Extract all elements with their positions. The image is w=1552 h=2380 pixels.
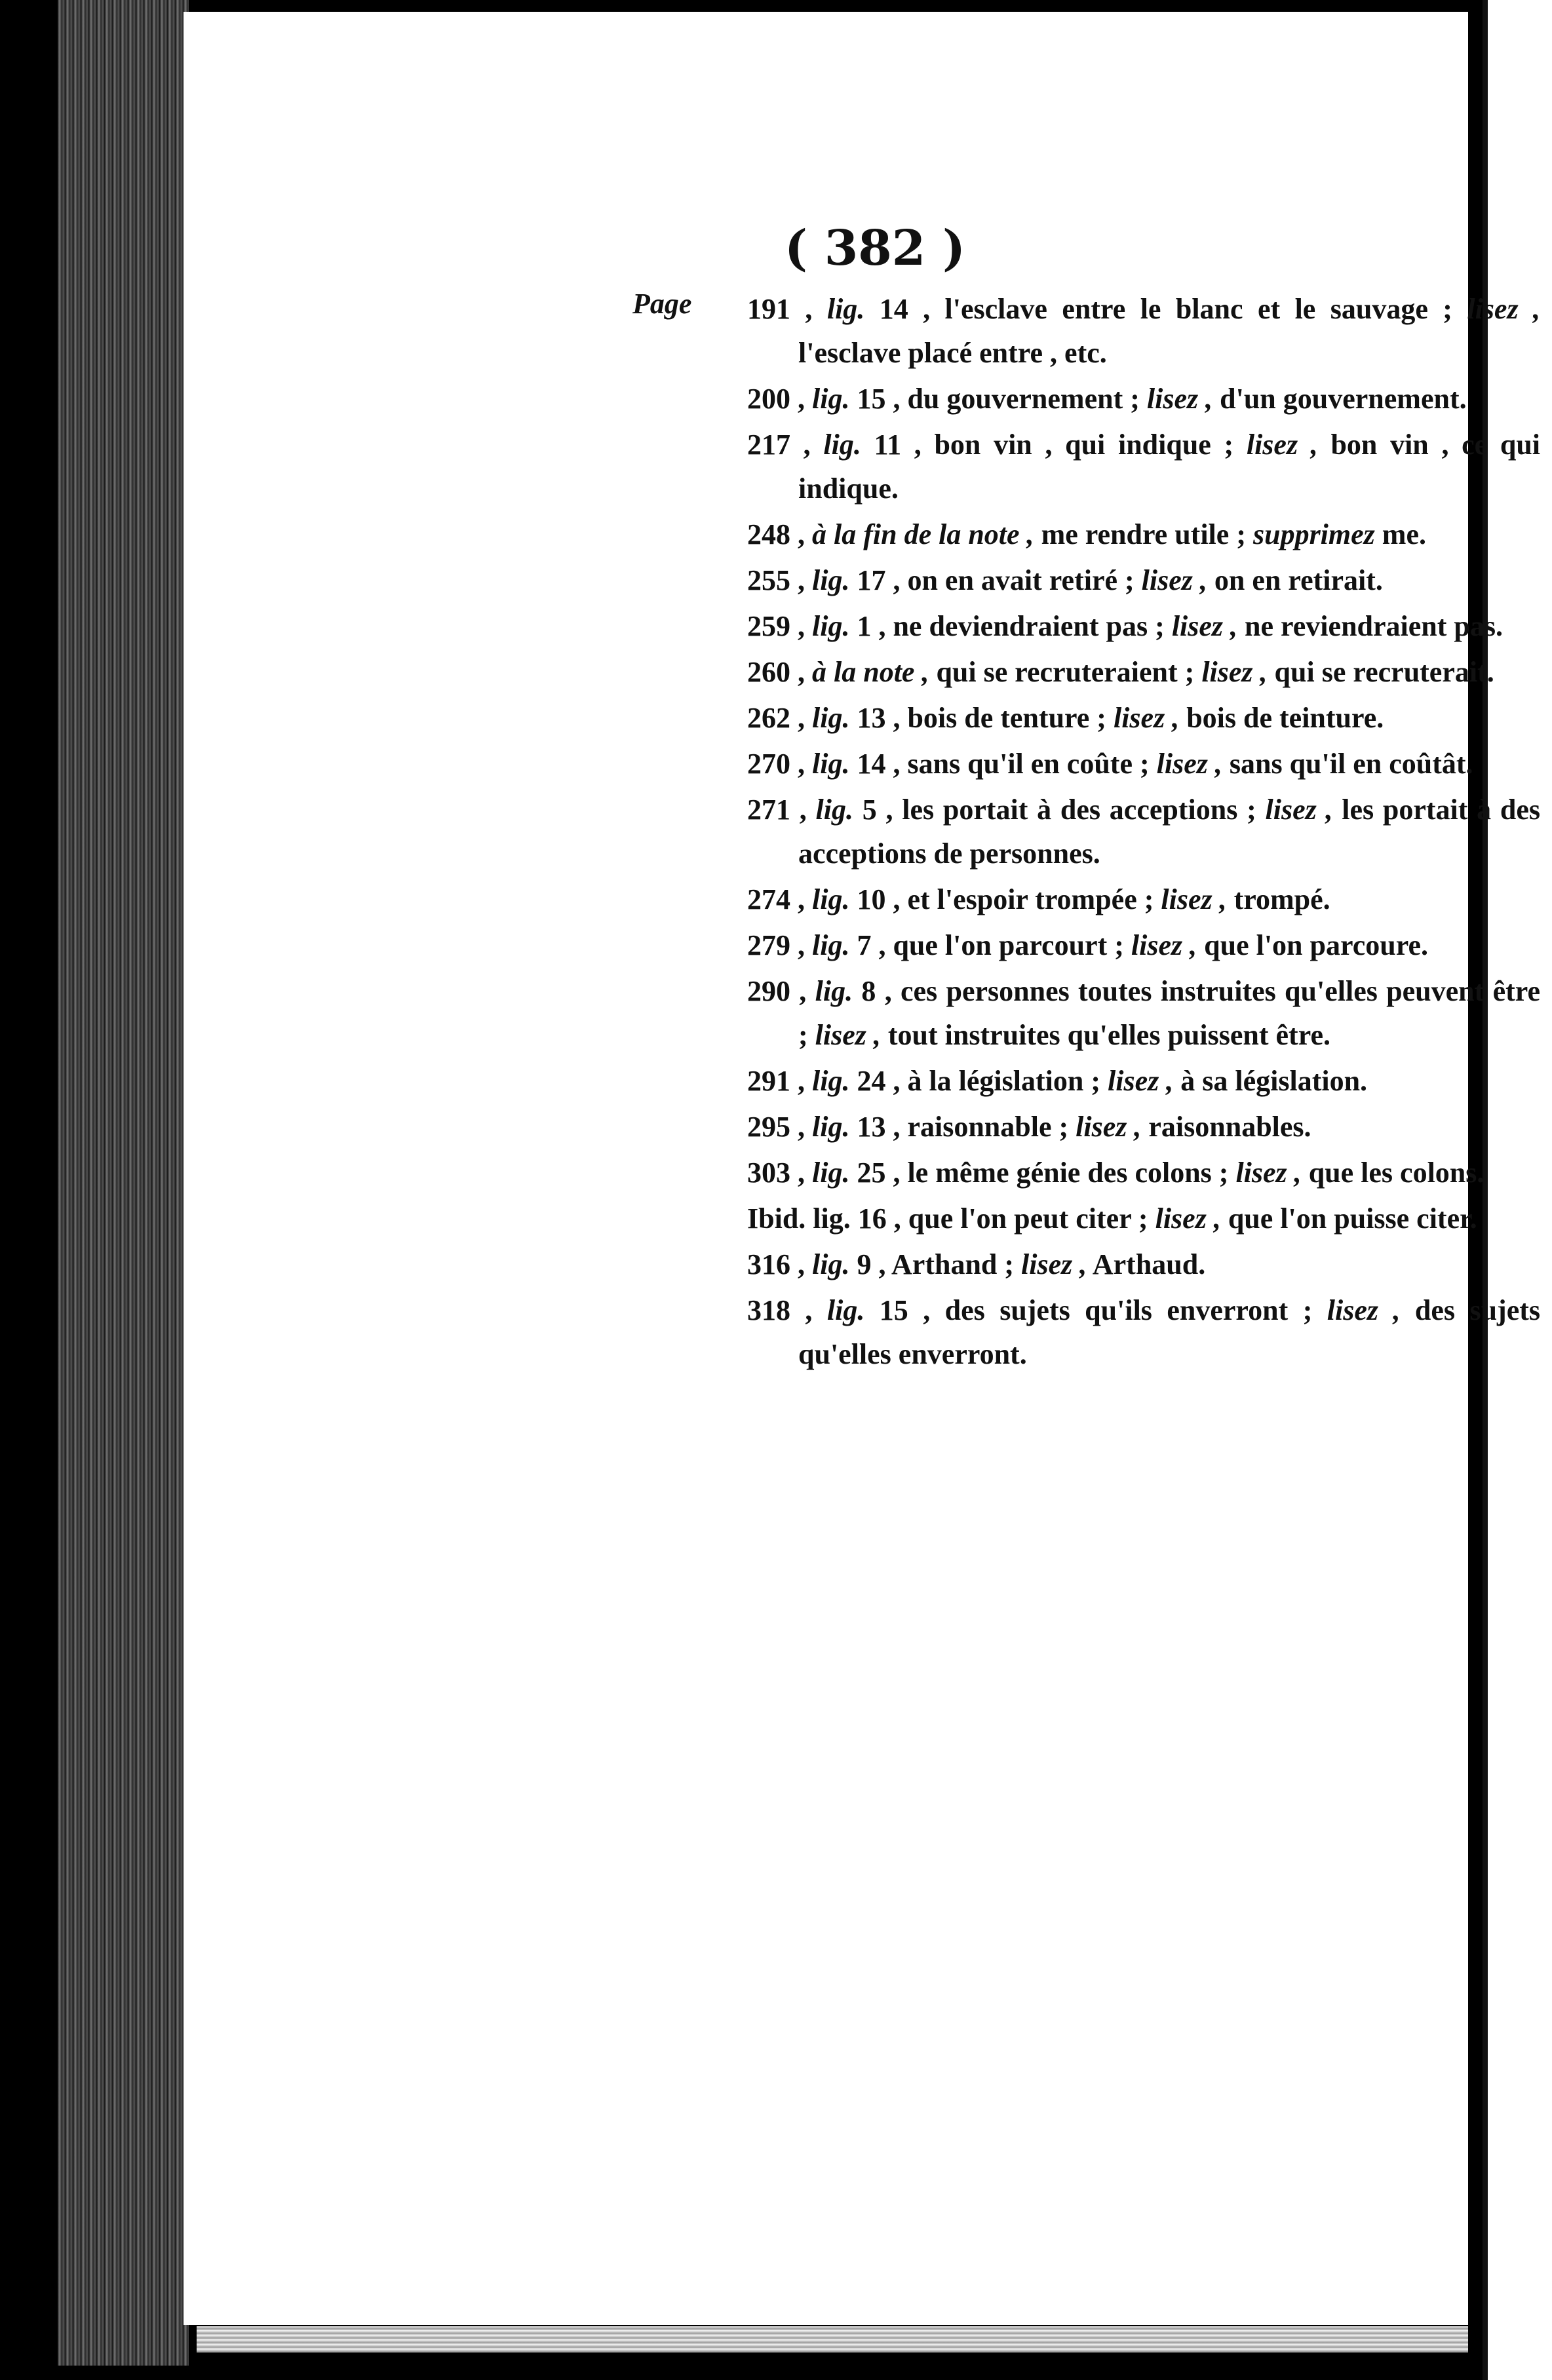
page-label: Page <box>632 288 692 320</box>
entry-location: 255 , <box>747 564 805 596</box>
entry-location: 271 , <box>747 794 807 826</box>
entry-location: 291 , <box>747 1065 805 1097</box>
entry-correction: on en retirait. <box>1214 564 1383 596</box>
entry-correction-marker: lisez , <box>1265 794 1333 826</box>
errata-entry <box>747 788 1540 875</box>
entry-correction: que l'on parcoure. <box>1204 929 1428 961</box>
entry-erratum: 9 , Arthand ; <box>857 1248 1015 1280</box>
entry-correction-marker: lisez , <box>1327 1294 1401 1326</box>
entry-correction-marker: lisez , <box>1171 610 1238 642</box>
entry-correction: que l'on puisse citer. <box>1228 1202 1477 1235</box>
entry-erratum: 10 , et l'espoir trompée ; <box>857 883 1154 915</box>
entry-correction: d'un gouvernement. <box>1220 383 1467 415</box>
entry-erratum: 11 , bon vin , qui indique ; <box>874 429 1234 461</box>
errata-entry <box>747 1151 1540 1195</box>
errata-entry <box>747 1059 1540 1103</box>
book-page <box>184 12 1541 2325</box>
entry-reference: lig. <box>812 1065 850 1097</box>
entry-correction: les portait à des acceptions de personnes. <box>798 794 1541 870</box>
entry-correction: raisonnables. <box>1148 1111 1311 1143</box>
entry-location: 303 , <box>747 1157 805 1189</box>
entry-correction-marker: lisez , <box>1161 883 1227 915</box>
entry-location: 191 , <box>747 293 813 325</box>
entry-correction-marker: lisez , <box>815 1019 881 1051</box>
entry-erratum: qui se recruteraient ; <box>936 656 1195 688</box>
entry-correction: me. <box>1382 518 1426 550</box>
entry-erratum: 14 , l'esclave entre le blanc et le sauvage ; <box>879 293 1452 325</box>
entry-reference: lig. <box>812 1111 850 1143</box>
entry-erratum: lig. 16 , que l'on peut citer ; <box>813 1202 1148 1235</box>
entry-erratum: 13 , bois de tenture ; <box>857 702 1106 734</box>
entry-correction-marker: lisez , <box>1141 564 1207 596</box>
entry-reference: lig. <box>812 564 850 596</box>
entry-location: 270 , <box>747 748 805 780</box>
entry-reference: lig. <box>812 1157 850 1189</box>
entry-correction: des sujets qu'elles enverront. <box>798 1294 1541 1370</box>
entry-correction-marker: lisez , <box>1131 929 1197 961</box>
errata-entry <box>747 877 1540 921</box>
entry-reference: lig. <box>823 429 861 461</box>
entry-correction-marker: lisez , <box>1146 383 1213 415</box>
entry-reference: lig. <box>812 929 850 961</box>
entry-reference: lig. <box>812 748 850 780</box>
entry-reference: lig. <box>815 794 853 826</box>
entry-correction-marker: supprimez <box>1252 518 1375 550</box>
entry-reference: lig. <box>815 975 853 1007</box>
book-bottom-edge <box>197 2326 1468 2352</box>
entry-correction-marker: lisez , <box>1076 1111 1142 1143</box>
book-page-edge <box>58 0 189 2366</box>
errata-entry <box>747 969 1540 1057</box>
entry-correction-marker: lisez , <box>1467 293 1541 325</box>
page-number: ( 382 ) <box>784 220 966 277</box>
entry-erratum: 1 , ne deviendraient pas ; <box>857 610 1165 642</box>
errata-entry <box>747 1288 1540 1376</box>
errata-entry <box>747 923 1540 967</box>
errata-entry <box>747 287 1540 375</box>
entry-correction-marker: lisez , <box>1156 748 1222 780</box>
entry-location: 217 , <box>747 429 811 461</box>
errata-entry <box>747 650 1540 694</box>
entry-location: 259 , <box>747 610 805 642</box>
errata-entry <box>747 1242 1540 1286</box>
errata-entry <box>747 512 1540 556</box>
entry-correction: Arthaud. <box>1092 1248 1206 1280</box>
errata-entry <box>747 1105 1540 1149</box>
errata-entry <box>747 604 1540 648</box>
entry-erratum: 15 , du gouvernement ; <box>857 383 1140 415</box>
entry-correction-marker: lisez , <box>1201 656 1268 688</box>
errata-entry <box>747 696 1540 740</box>
entry-correction-marker: lisez , <box>1108 1065 1174 1097</box>
entry-location: Ibid. <box>747 1202 806 1235</box>
entry-erratum: 5 , les portait à des acceptions ; <box>862 794 1256 826</box>
entry-location: 262 , <box>747 702 805 734</box>
entry-correction: sans qu'il en coûtât. <box>1229 748 1473 780</box>
entry-correction: ne reviendraient pas. <box>1245 610 1504 642</box>
entry-erratum: 24 , à la législation ; <box>857 1065 1101 1097</box>
entry-location: 248 , <box>747 518 805 550</box>
entry-erratum: 13 , raisonnable ; <box>857 1111 1069 1143</box>
entry-location: 200 , <box>747 383 805 415</box>
entry-correction: l'esclave placé entre , etc. <box>798 337 1107 369</box>
entry-location: 279 , <box>747 929 805 961</box>
entry-correction: que les colons. <box>1308 1157 1484 1189</box>
entry-erratum: 17 , on en avait retiré ; <box>857 564 1135 596</box>
entry-location: 318 , <box>747 1294 813 1326</box>
entry-correction-marker: lisez , <box>1155 1202 1221 1235</box>
entry-reference: lig. <box>812 610 850 642</box>
errata-list <box>632 287 1541 1378</box>
entry-correction: à sa législation. <box>1180 1065 1368 1097</box>
entry-reference: à la note , <box>812 656 929 688</box>
entry-correction-marker: lisez , <box>1113 702 1180 734</box>
entry-erratum: 14 , sans qu'il en coûte ; <box>857 748 1150 780</box>
entry-correction: bois de teinture. <box>1186 702 1384 734</box>
entry-erratum: me rendre utile ; <box>1041 518 1246 550</box>
entry-erratum: 25 , le même génie des colons ; <box>857 1157 1229 1189</box>
entry-reference: lig. <box>812 702 850 734</box>
entry-correction: trompé. <box>1233 883 1330 915</box>
entry-correction: tout instruites qu'elles puissent être. <box>887 1019 1330 1051</box>
entry-reference: lig. <box>812 883 850 915</box>
errata-entry <box>747 1197 1540 1240</box>
entry-correction-marker: lisez , <box>1235 1157 1302 1189</box>
errata-entry <box>747 558 1540 602</box>
entry-reference: lig. <box>826 293 865 325</box>
entry-correction-marker: lisez , <box>1021 1248 1087 1280</box>
entry-correction: qui se recruterait. <box>1274 656 1494 688</box>
errata-entry <box>747 377 1540 421</box>
entry-location: 274 , <box>747 883 805 915</box>
entry-correction: bon vin , ce qui indique. <box>798 429 1541 505</box>
entry-reference: à la fin de la note , <box>812 518 1034 550</box>
entry-erratum: 15 , des sujets qu'ils enverront ; <box>879 1294 1313 1326</box>
entry-location: 316 , <box>747 1248 805 1280</box>
entry-erratum: 8 , ces personnes toutes instruites qu'elles peuvent être ; <box>798 975 1541 1051</box>
entry-reference: lig. <box>812 1248 850 1280</box>
errata-entry <box>747 423 1540 510</box>
entry-correction-marker: lisez , <box>1246 429 1318 461</box>
entry-reference: lig. <box>812 383 850 415</box>
entry-location: 260 , <box>747 656 805 688</box>
entry-location: 290 , <box>747 975 807 1007</box>
entry-location: 295 , <box>747 1111 805 1143</box>
errata-entry <box>747 742 1540 786</box>
entry-erratum: 7 , que l'on parcourt ; <box>857 929 1124 961</box>
entry-reference: lig. <box>826 1294 865 1326</box>
